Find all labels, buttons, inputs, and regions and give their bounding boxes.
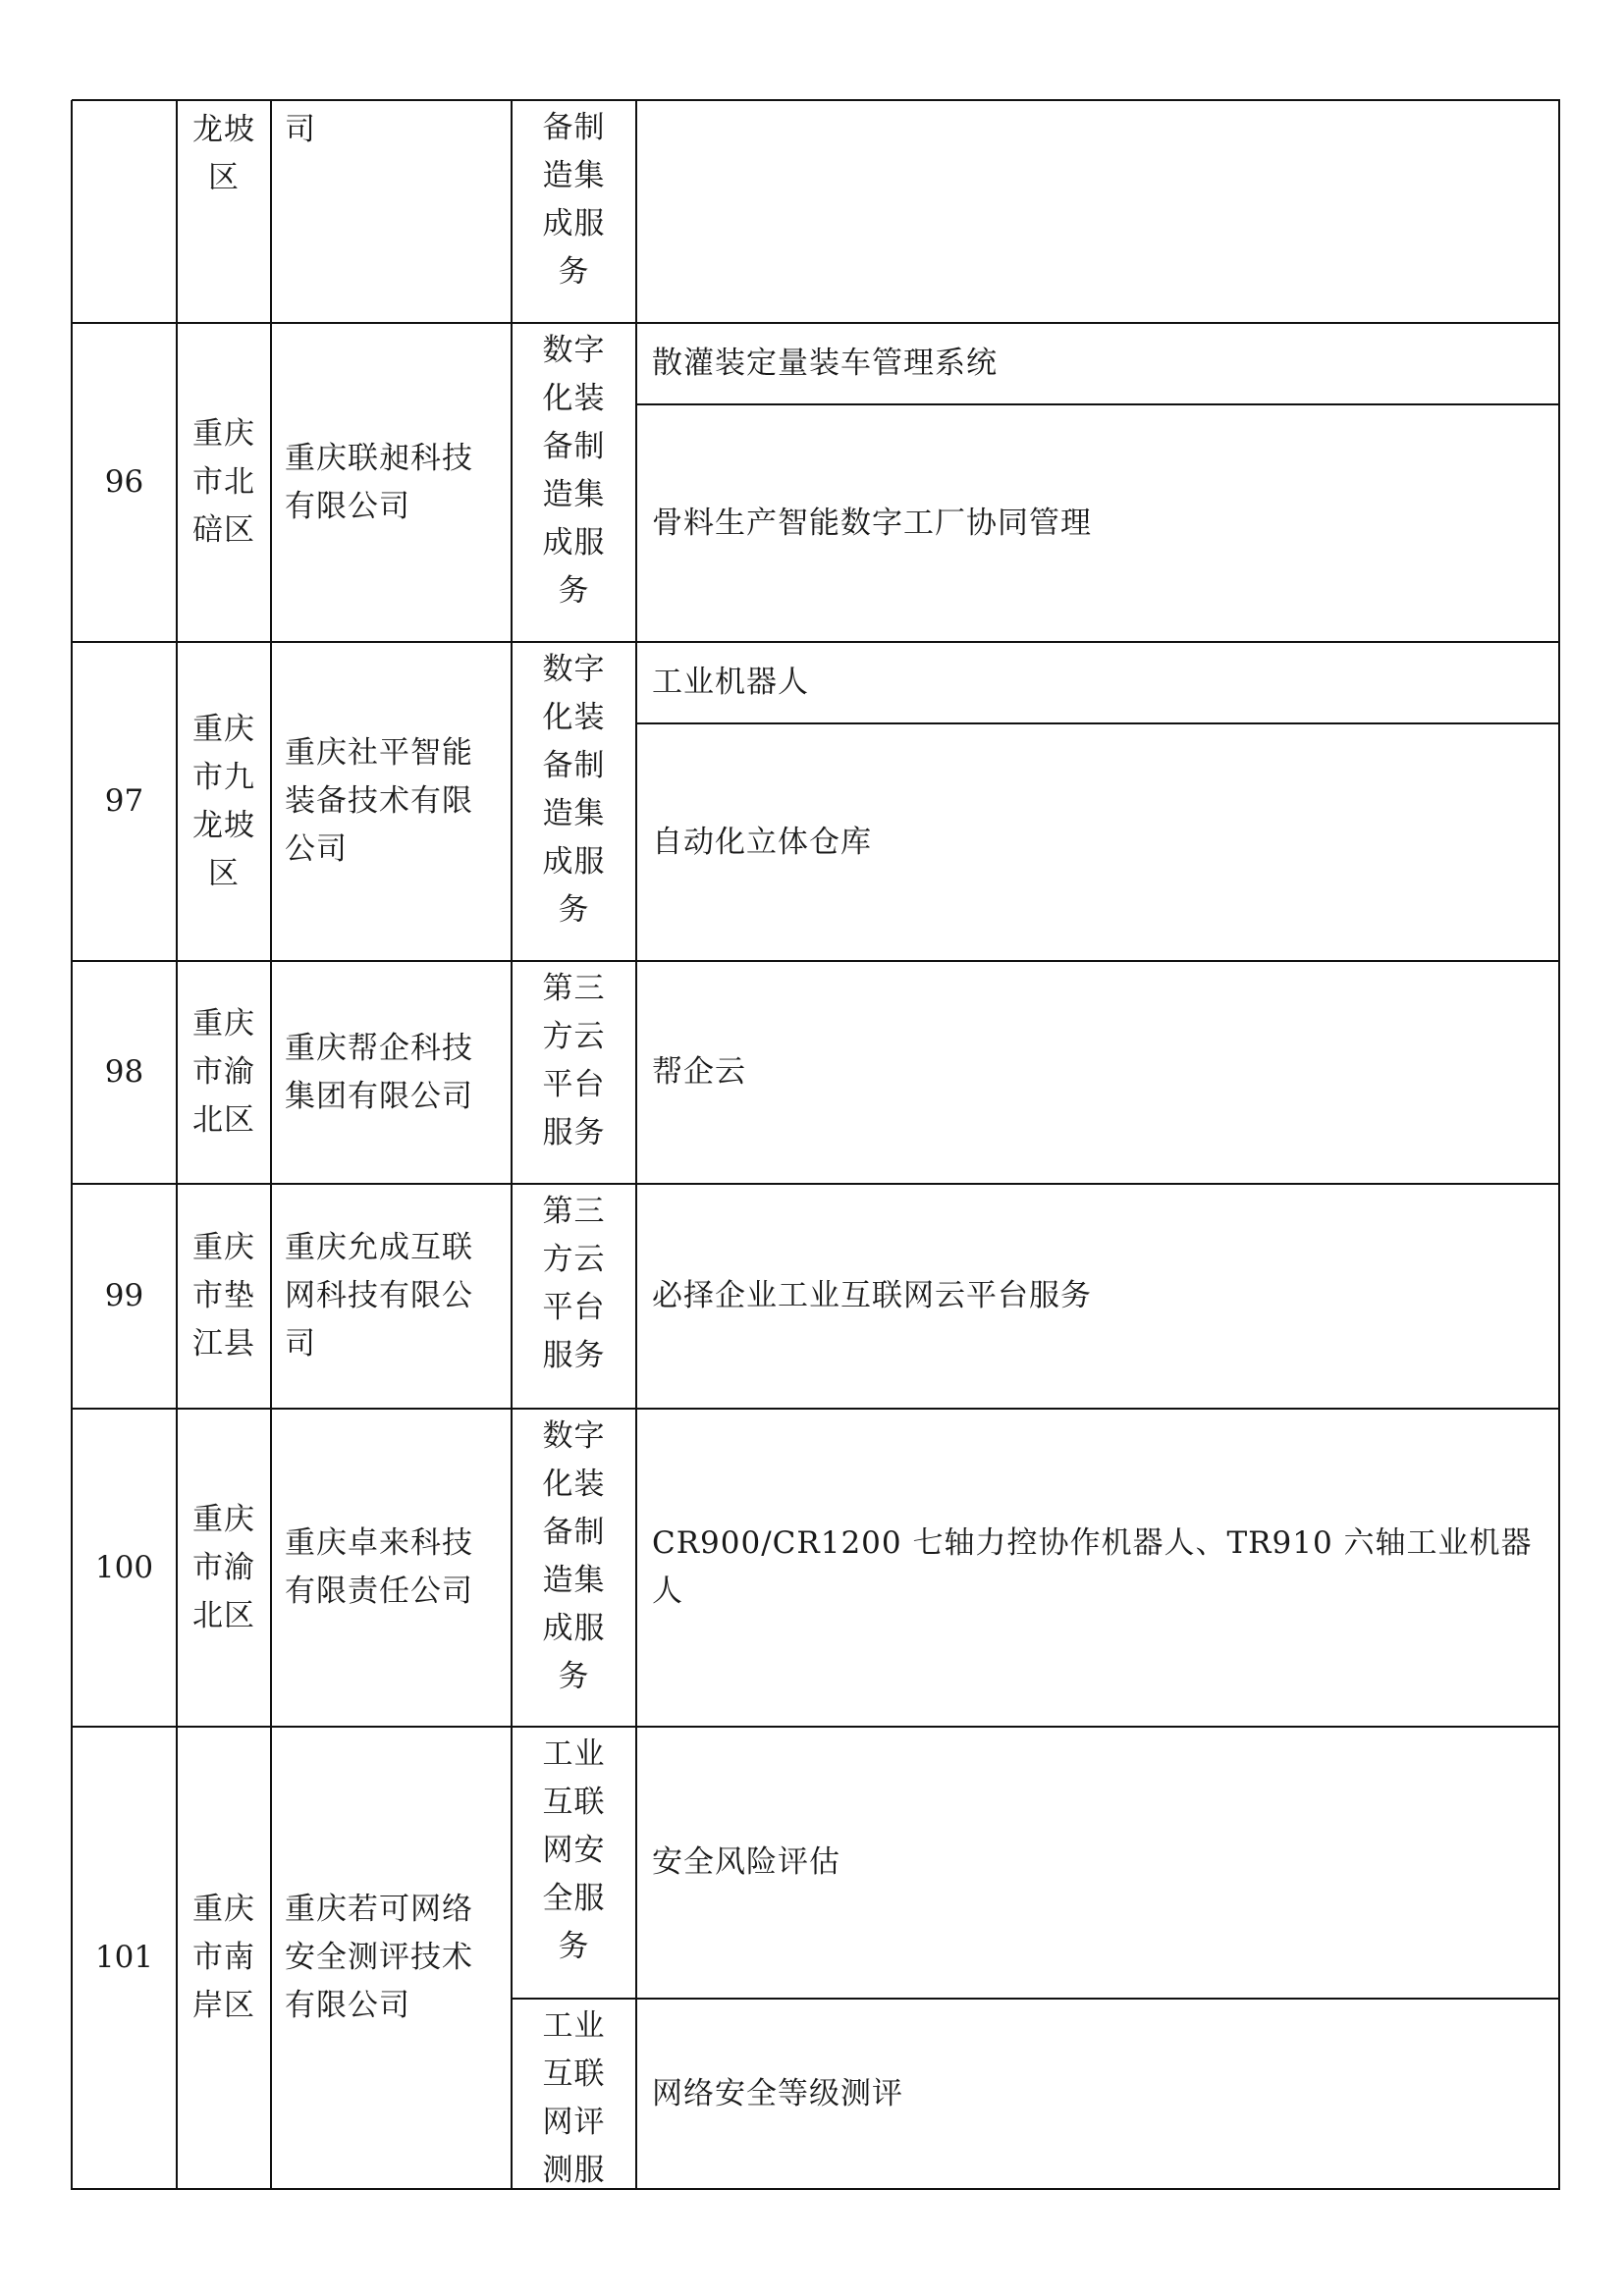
service-type-cell — [512, 1999, 636, 2189]
service-type-cell — [512, 323, 636, 642]
region-cell-text: 重庆 市垫 江县 — [192, 1230, 255, 1362]
product-cell — [636, 1409, 1559, 1727]
region-cell-text: 重庆 市渝 北区 — [192, 1501, 255, 1633]
product-cell-text: 帮企云 — [652, 1054, 746, 1090]
region-cell-text: 重庆 市南 岸区 — [192, 1892, 255, 2023]
company-cell — [271, 100, 512, 323]
product-cell — [636, 323, 1559, 404]
service-type-cell-text: 第三 方云 平台 服务 — [542, 971, 606, 1150]
row-number-text: 99 — [104, 1278, 144, 1313]
product-cell-text: 工业机器人 — [652, 665, 809, 700]
company-cell-text: 重庆联昶科技 有限公司 — [285, 440, 473, 524]
product-cell — [636, 100, 1559, 323]
product-cell — [636, 404, 1559, 642]
service-type-cell — [512, 961, 636, 1184]
row-number — [72, 961, 177, 1184]
product-cell — [636, 642, 1559, 723]
region-cell — [177, 1727, 271, 2189]
region-cell — [177, 642, 271, 961]
product-cell-text: 自动化立体仓库 — [652, 824, 872, 860]
company-cell-text: 重庆卓来科技 有限责任公司 — [285, 1525, 473, 1609]
company-cell-text: 重庆帮企科技 集团有限公司 — [285, 1030, 473, 1114]
row-number-text: 97 — [104, 783, 144, 819]
row-number-text: 100 — [94, 1549, 154, 1585]
region-cell-text: 重庆 市北 碚区 — [192, 416, 255, 548]
row-number-text: 101 — [94, 1940, 154, 1975]
product-cell-text: 骨料生产智能数字工厂协同管理 — [652, 505, 1092, 541]
product-cell — [636, 1727, 1559, 1999]
service-type-cell — [512, 642, 636, 961]
product-cell — [636, 723, 1559, 961]
region-cell — [177, 323, 271, 642]
row-number-text: 96 — [104, 464, 144, 500]
row-number — [72, 323, 177, 642]
company-cell — [271, 1409, 512, 1727]
company-cell-text: 重庆允成互联 网科技有限公 司 — [285, 1230, 473, 1362]
service-type-cell-text: 数字 化装 备制 造集 成服 务 — [542, 1418, 606, 1694]
product-cell-text: 网络安全等级测评 — [652, 2075, 903, 2111]
row-number — [72, 1727, 177, 2189]
region-cell — [177, 100, 271, 323]
region-cell-text: 龙坡 区 — [192, 112, 255, 195]
region-cell-text: 重庆 市渝 北区 — [192, 1006, 255, 1138]
company-cell-text: 重庆社平智能 装备技术有限 公司 — [285, 735, 473, 867]
service-type-cell-text: 工业 互联 网安 全服 务 — [542, 1736, 606, 1964]
service-type-cell — [512, 1727, 636, 1999]
row-number — [72, 1409, 177, 1727]
product-cell — [636, 961, 1559, 1184]
company-cell-text: 重庆若可网络 安全测评技术 有限公司 — [285, 1892, 473, 2023]
product-cell — [636, 1184, 1559, 1409]
region-cell — [177, 1409, 271, 1727]
region-cell-text: 重庆 市九 龙坡 区 — [192, 711, 255, 891]
service-type-cell-text: 第三 方云 平台 服务 — [542, 1194, 606, 1373]
service-type-cell — [512, 1409, 636, 1727]
service-type-cell — [512, 100, 636, 323]
company-cell — [271, 642, 512, 961]
row-number — [72, 1184, 177, 1409]
service-type-cell-text: 备制 造集 成服 务 — [542, 110, 606, 290]
company-cell-text: 司 — [285, 112, 316, 147]
product-cell-text: 必择企业工业互联网云平台服务 — [652, 1278, 1092, 1313]
row-number — [72, 100, 177, 323]
service-type-cell-text: 数字 化装 备制 造集 成服 务 — [542, 652, 606, 928]
product-cell-text: CR900/CR1200 七轴力控协作机器人、TR910 六轴工业机器人 — [652, 1525, 1533, 1609]
row-number-text: 98 — [104, 1054, 144, 1090]
company-cell — [271, 1184, 512, 1409]
service-type-cell-text: 工业 互联 网评 测服 — [542, 2008, 606, 2188]
company-cell — [271, 323, 512, 642]
product-cell — [636, 1999, 1559, 2189]
service-type-cell-text: 数字 化装 备制 造集 成服 务 — [542, 333, 606, 609]
region-cell — [177, 961, 271, 1184]
region-cell — [177, 1184, 271, 1409]
row-number — [72, 642, 177, 961]
service-type-cell — [512, 1184, 636, 1409]
company-cell — [271, 961, 512, 1184]
company-cell — [271, 1727, 512, 2189]
product-cell-text: 安全风险评估 — [652, 1844, 840, 1880]
product-cell-text: 散灌装定量装车管理系统 — [652, 346, 998, 381]
